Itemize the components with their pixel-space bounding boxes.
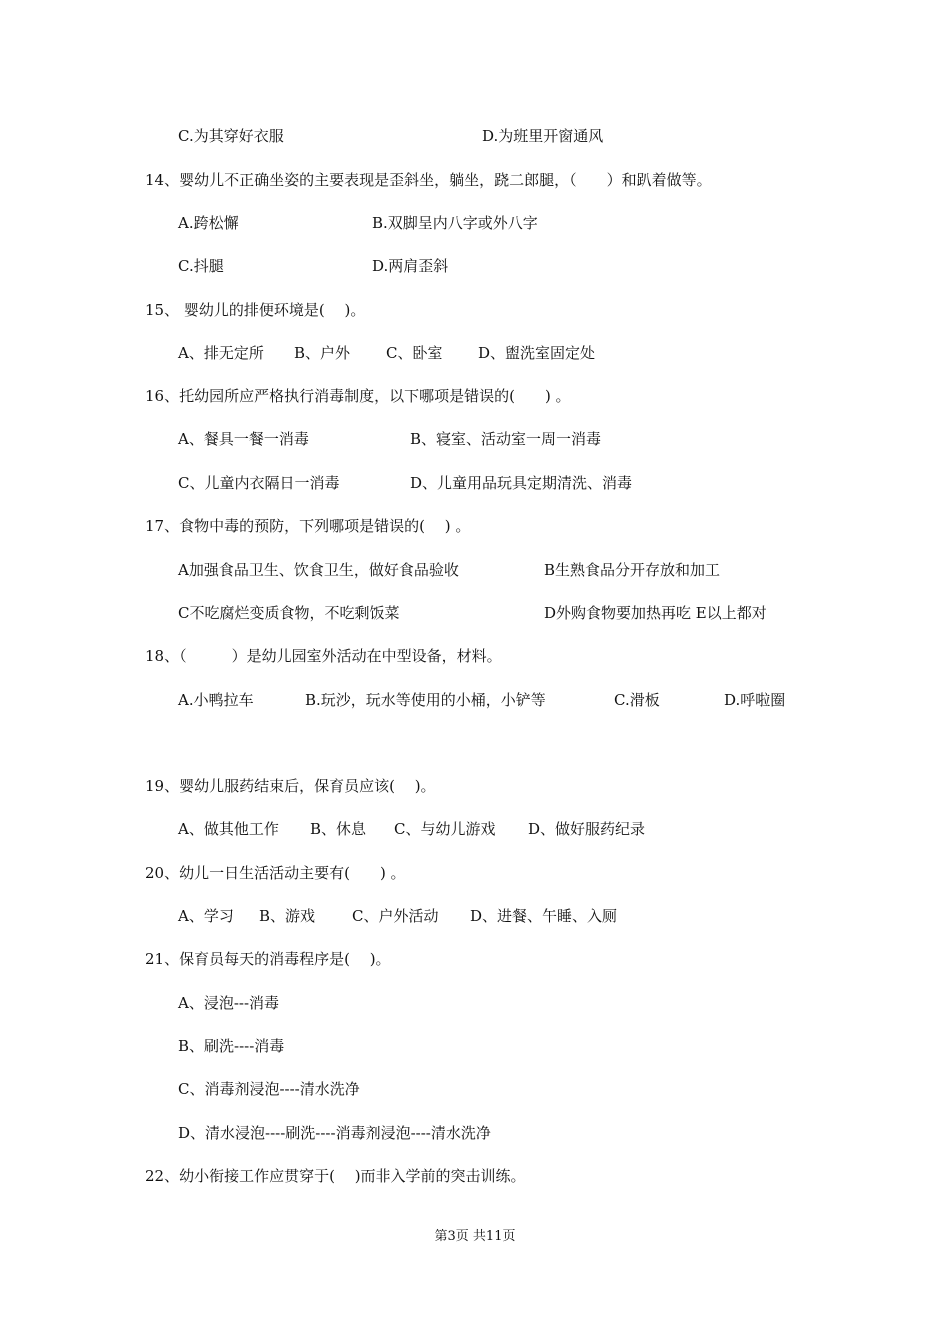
option-16-d: D、儿童用品玩具定期清洗、消毒: [410, 474, 633, 492]
question-22: 22、幼小衔接工作应贯穿于( )而非入学前的突击训练。: [145, 1167, 526, 1185]
option-19-b: B、休息: [310, 820, 367, 838]
option-19-c: C、与幼儿游戏: [394, 820, 496, 838]
option-15-b: B、户外: [294, 344, 351, 362]
option-18-d: D.呼啦圈: [724, 691, 786, 709]
option-21-c: C、消毒剂浸泡----清水洗净: [178, 1080, 360, 1098]
option-13-d: D.为班里开窗通风: [482, 127, 604, 145]
option-20-c: C、户外活动: [352, 907, 439, 925]
option-15-d: D、盥洗室固定处: [478, 344, 596, 362]
option-21-a: A、浸泡---消毒: [178, 994, 280, 1012]
option-16-c: C、儿童内衣隔日一消毒: [178, 474, 340, 492]
option-14-b: B.双脚呈内八字或外八字: [372, 214, 538, 232]
option-16-b: B、寝室、活动室一周一消毒: [410, 430, 602, 448]
option-14-a: A.跨松懈: [178, 214, 239, 232]
option-18-a: A.小鸭拉车: [178, 691, 254, 709]
question-18: 18、（ ）是幼儿园室外活动在中型设备，材料。: [145, 647, 502, 665]
option-20-d: D、进餐、午睡、入厕: [470, 907, 618, 925]
question-21: 21、保育员每天的消毒程序是( )。: [145, 950, 391, 968]
option-14-c: C.抖腿: [178, 257, 224, 275]
option-15-c: C、卧室: [386, 344, 443, 362]
question-16: 16、托幼园所应严格执行消毒制度，以下哪项是错误的( ) 。: [145, 387, 571, 405]
question-19: 19、婴幼儿服药结束后，保育员应该( )。: [145, 777, 436, 795]
option-16-a: A、餐具一餐一消毒: [178, 430, 309, 448]
question-20: 20、幼儿一日生活活动主要有( ) 。: [145, 864, 406, 882]
option-18-b: B.玩沙，玩水等使用的小桶，小铲等: [305, 691, 546, 709]
option-17-d: D外购食物要加热再吃 E以上都对: [544, 604, 767, 622]
option-21-b: B、刷洗----消毒: [178, 1037, 285, 1055]
page-number-footer: 第3页 共11页: [434, 1229, 516, 1244]
option-17-c: C不吃腐烂变质食物，不吃剩饭菜: [178, 604, 400, 622]
question-15: 15、 婴幼儿的排便环境是( )。: [145, 301, 366, 319]
option-14-d: D.两肩歪斜: [372, 257, 449, 275]
option-17-a: A加强食品卫生、饮食卫生，做好食品验收: [178, 561, 459, 579]
option-20-a: A、学习: [178, 907, 234, 925]
option-15-a: A、排无定所: [178, 344, 264, 362]
option-19-a: A、做其他工作: [178, 820, 279, 838]
option-13-c: C.为其穿好衣服: [178, 127, 284, 145]
option-19-d: D、做好服药纪录: [528, 820, 646, 838]
option-18-c: C.滑板: [614, 691, 660, 709]
question-17: 17、食物中毒的预防，下列哪项是错误的( ) 。: [145, 517, 471, 535]
option-17-b: B生熟食品分开存放和加工: [544, 561, 721, 579]
option-21-d: D、清水浸泡----刷洗----消毒剂浸泡----清水洗净: [178, 1124, 491, 1142]
option-20-b: B、游戏: [259, 907, 316, 925]
question-14: 14、婴幼儿不正确坐姿的主要表现是歪斜坐，躺坐，跷二郎腿，（ ）和趴着做等。: [145, 171, 712, 189]
